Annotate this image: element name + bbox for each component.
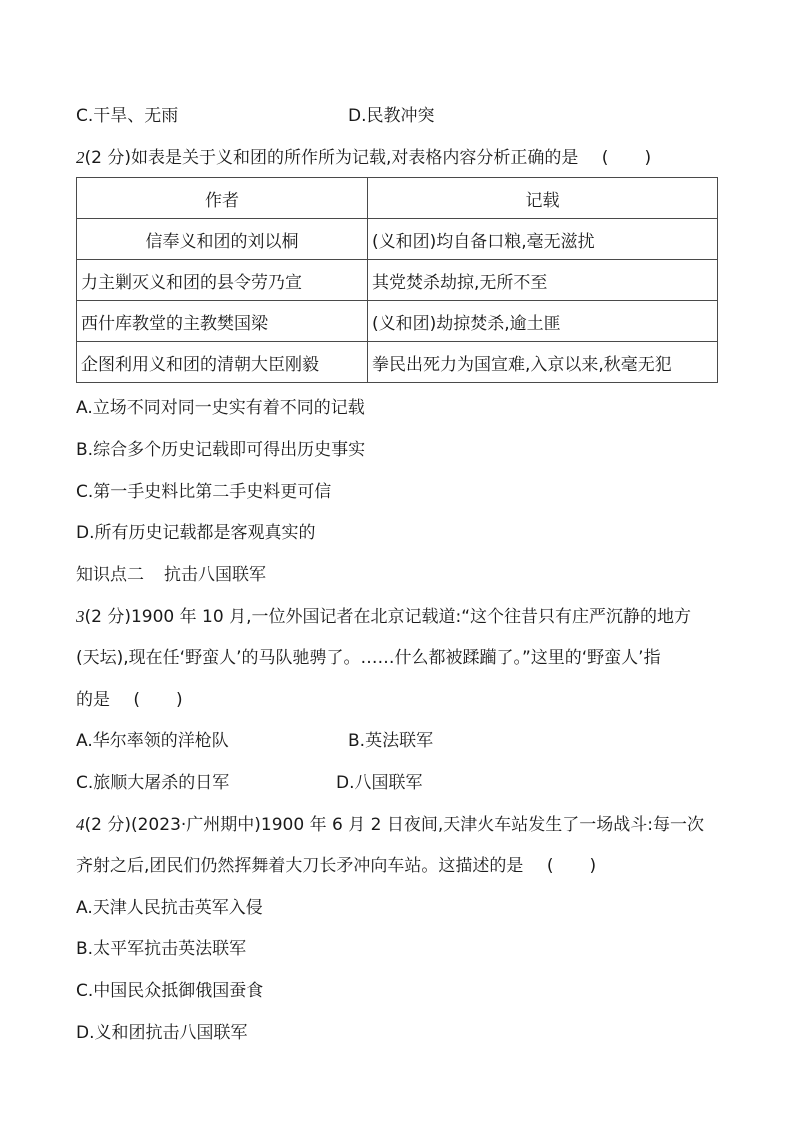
q1-option-d: D.民教冲突: [348, 106, 435, 126]
table-header-record: 记载: [368, 178, 718, 219]
q4-stem-line-2: 齐射之后,团民们仍然挥舞着大刀长矛冲向车站。这描述的是 ( ): [76, 856, 597, 876]
table-cell-author: 力主剿灭义和团的县令劳乃宣: [77, 260, 368, 301]
q2-option-b: B.综合多个历史记载即可得出历史事实: [76, 440, 366, 460]
q3-stem-line-3: 的是 ( ): [76, 690, 183, 710]
q2-answer-blank: ( ): [601, 148, 652, 168]
q2-stem-text: (2 分)如表是关于义和团的所作所为记载,对表格内容分析正确的是: [84, 148, 579, 168]
table-header-row: [77, 178, 718, 219]
q3-stem-line-2: (天坛),现在任‘野蛮人’的马队驰骋了。……什么都被蹂躏了。”这里的‘野蛮人’指: [76, 648, 661, 668]
q3-option-d: D.八国联军: [336, 773, 423, 793]
q3-option-b: B.英法联军: [348, 731, 434, 751]
knowledge-point-label: 知识点二: [76, 565, 144, 585]
q3-stem-line-1: 3(2 分)1900 年 10 月,一位外国记者在北京记载道:“这个往昔只有庄严沉静的地方: [76, 607, 692, 627]
table-row: [77, 301, 718, 342]
q2-option-a: A.立场不同对同一史实有着不同的记载: [76, 398, 365, 418]
q4-option-d: D.义和团抗击八国联军: [76, 1023, 248, 1043]
table-cell-record: (义和团)均自备口粮,毫无滋扰: [368, 219, 718, 260]
knowledge-point-title: 抗击八国联军: [164, 565, 266, 585]
q3-options-row-1: [76, 729, 434, 753]
q3-option-a: A.华尔率领的洋枪队: [76, 731, 229, 751]
q2-option-d: D.所有历史记载都是客观真实的: [76, 523, 316, 543]
table-cell-record: (义和团)劫掠焚杀,逾土匪: [368, 301, 718, 342]
q4-stem-line-1: 4(2 分)(2023·广州期中)1900 年 6 月 2 日夜间,天津火车站发生了一场战斗:每一次: [76, 815, 704, 835]
q1-options-row: [76, 104, 435, 128]
table-row: [77, 260, 718, 301]
table-row: [77, 219, 718, 260]
table-row: [77, 342, 718, 383]
table-cell-author: 企图利用义和团的清朝大臣刚毅: [77, 342, 368, 383]
table-cell-record: 拳民出死力为国宣难,入京以来,秋毫无犯: [368, 342, 718, 383]
q3-option-c: C.旅顺大屠杀的日军: [76, 773, 230, 793]
q3-number: 3: [76, 607, 85, 626]
table-header-author: 作者: [77, 178, 368, 219]
table-cell-author: 信奉义和团的刘以桐: [77, 219, 368, 260]
q2-stem: [76, 146, 651, 170]
q2-table: [76, 177, 718, 383]
table-cell-author: 西什库教堂的主教樊国梁: [77, 301, 368, 342]
q2-option-c: C.第一手史料比第二手史料更可信: [76, 482, 332, 502]
q3-answer-blank: ( ): [133, 690, 183, 710]
q4-option-b: B.太平军抗击英法联军: [76, 939, 247, 959]
q4-option-c: C.中国民众抵御俄国蚕食: [76, 981, 264, 1001]
knowledge-point-heading: [76, 563, 266, 587]
table-cell-record: 其党焚杀劫掠,无所不至: [368, 260, 718, 301]
q3-options-row-2: [76, 771, 423, 795]
q2-number: 2: [76, 148, 85, 167]
q4-number: 4: [76, 815, 85, 834]
q1-option-c: C.干旱、无雨: [76, 106, 179, 126]
q4-answer-blank: ( ): [546, 856, 597, 876]
q4-option-a: A.天津人民抗击英军入侵: [76, 898, 263, 918]
